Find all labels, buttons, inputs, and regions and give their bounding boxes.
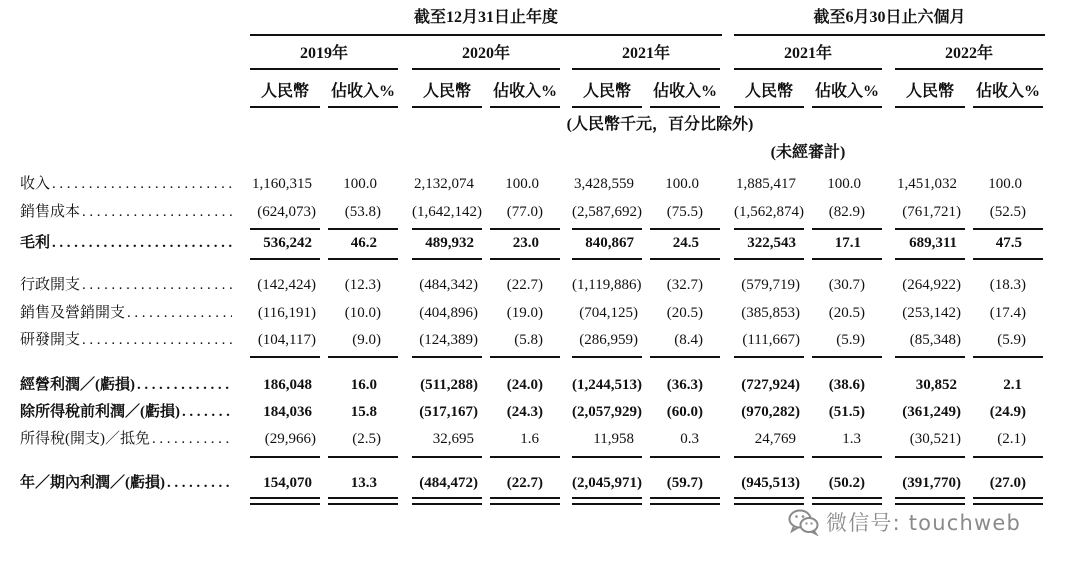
amount-value: (727,924) xyxy=(741,377,800,393)
rule-line xyxy=(812,503,882,505)
percent-value: (51.5) xyxy=(828,404,865,420)
amount-column-header: 人民幣 xyxy=(422,83,471,100)
row-label-wrap xyxy=(20,427,232,451)
table-row xyxy=(0,328,1080,352)
amount-value: (104,117) xyxy=(257,332,316,348)
row-label-wrap xyxy=(20,200,232,224)
percent-value: (17.4) xyxy=(989,305,1026,321)
percent-value: 1.3 xyxy=(842,431,861,447)
dot-leader xyxy=(135,373,232,397)
rule-line xyxy=(973,356,1043,358)
dot-leader xyxy=(50,172,232,196)
row-label: 除所得稅前利潤／(虧損) xyxy=(20,404,180,420)
rule-line xyxy=(328,497,398,499)
rule-line xyxy=(250,503,320,505)
percent-value: (9.0) xyxy=(352,332,381,348)
row-label-wrap xyxy=(20,400,232,424)
amount-value: (142,424) xyxy=(257,277,316,293)
percent-value: (5.9) xyxy=(836,332,865,348)
percent-value: 16.0 xyxy=(350,377,377,393)
percent-value: 1.6 xyxy=(520,431,539,447)
table-row xyxy=(0,400,1080,424)
rule-line xyxy=(490,356,560,358)
rule-line xyxy=(734,68,882,70)
rule-line xyxy=(895,228,965,230)
percent-value: (32.7) xyxy=(666,277,703,293)
percent-value: (5.9) xyxy=(997,332,1026,348)
dot-leader xyxy=(80,328,232,352)
rule-line xyxy=(812,497,882,499)
row-label-wrap xyxy=(20,231,232,255)
rule-line xyxy=(328,258,398,260)
rule-line xyxy=(328,456,398,458)
amount-value: 2,132,074 xyxy=(414,176,474,192)
percent-value: 15.8 xyxy=(350,404,377,420)
percent-value: (24.3) xyxy=(506,404,543,420)
amount-value: 489,932 xyxy=(425,235,474,251)
amount-value: 24,769 xyxy=(754,431,796,447)
amount-value: (1,119,886) xyxy=(572,277,642,293)
rule-line xyxy=(650,228,720,230)
rule-line xyxy=(734,228,804,230)
amount-value: (85,348) xyxy=(909,332,961,348)
amount-value: 322,543 xyxy=(747,235,796,251)
rule-line xyxy=(250,68,398,70)
amount-value: 11,958 xyxy=(593,431,634,447)
amount-value: (361,249) xyxy=(902,404,961,420)
amount-value: (1,244,513) xyxy=(572,377,642,393)
amount-value: 32,695 xyxy=(432,431,474,447)
year-header: 2020年 xyxy=(461,45,510,62)
row-label-wrap xyxy=(20,373,232,397)
table-row xyxy=(0,200,1080,224)
percent-value: (38.6) xyxy=(828,377,865,393)
rule-line xyxy=(250,456,320,458)
amount-value: 1,160,315 xyxy=(252,176,312,192)
rule-line xyxy=(734,34,1045,36)
amount-value: 536,242 xyxy=(263,235,312,251)
percent-value: (60.0) xyxy=(666,404,703,420)
rule-line xyxy=(734,503,804,505)
rule-line xyxy=(973,456,1043,458)
table-row xyxy=(0,471,1080,495)
rule-line xyxy=(895,497,965,499)
percent-value: 100.0 xyxy=(827,176,861,192)
percent-column-header: 佔收入% xyxy=(330,83,395,100)
amount-value: (945,513) xyxy=(741,475,800,491)
percent-column-header: 佔收入% xyxy=(492,83,557,100)
percent-value: (10.0) xyxy=(344,305,381,321)
percent-value: (82.9) xyxy=(828,204,865,220)
table-row xyxy=(0,273,1080,297)
percent-value: 100.0 xyxy=(665,176,699,192)
amount-value: (970,282) xyxy=(741,404,800,420)
period-header-annual: 截至12月31日止年度 xyxy=(413,9,558,26)
percent-value: (30.7) xyxy=(828,277,865,293)
year-header: 2021年 xyxy=(621,45,670,62)
rule-line xyxy=(734,497,804,499)
percent-value: (20.5) xyxy=(666,305,703,321)
percent-value: 100.0 xyxy=(343,176,377,192)
row-label: 銷售成本 xyxy=(20,204,81,220)
rule-line xyxy=(650,456,720,458)
table-row xyxy=(0,373,1080,397)
row-label-wrap xyxy=(20,172,232,196)
watermark-text: 微信号: touchweb xyxy=(826,511,1022,535)
rule-line xyxy=(812,356,882,358)
rule-line xyxy=(812,258,882,260)
percent-value: 46.2 xyxy=(350,235,377,251)
percent-value: 2.1 xyxy=(1003,377,1022,393)
percent-value: (12.3) xyxy=(344,277,381,293)
period-header-interim: 截至6月30日止六個月 xyxy=(813,9,966,26)
row-label: 行政開支 xyxy=(20,277,81,293)
dot-leader xyxy=(125,301,232,325)
watermark xyxy=(788,506,1021,538)
dot-leader xyxy=(80,273,232,297)
amount-value: 3,428,559 xyxy=(574,176,634,192)
amount-value: (30,521) xyxy=(909,431,961,447)
rule-line xyxy=(572,106,642,108)
rule-line xyxy=(572,503,642,505)
amount-value: (124,389) xyxy=(419,332,478,348)
rule-line xyxy=(328,356,398,358)
rule-line xyxy=(412,106,482,108)
percent-value: (19.0) xyxy=(506,305,543,321)
dot-leader xyxy=(80,200,232,224)
amount-value: (286,959) xyxy=(579,332,638,348)
percent-value: 0.3 xyxy=(680,431,699,447)
rule-line xyxy=(895,258,965,260)
rule-line xyxy=(412,228,482,230)
rule-line xyxy=(490,497,560,499)
rule-line xyxy=(490,258,560,260)
rule-line xyxy=(812,228,882,230)
percent-column-header: 佔收入% xyxy=(975,83,1040,100)
row-label: 研發開支 xyxy=(20,332,81,348)
rule-line xyxy=(250,106,320,108)
row-label: 經營利潤／(虧損) xyxy=(20,377,135,393)
amount-value: (391,770) xyxy=(902,475,961,491)
dot-leader xyxy=(150,427,232,451)
rule-line xyxy=(250,228,320,230)
rule-line xyxy=(412,68,560,70)
rule-line xyxy=(250,258,320,260)
rule-line xyxy=(812,456,882,458)
rule-line xyxy=(490,228,560,230)
amount-value: (2,045,971) xyxy=(572,475,642,491)
amount-value: 1,451,032 xyxy=(897,176,957,192)
amount-value: (1,562,874) xyxy=(734,204,804,220)
percent-value: (24.0) xyxy=(506,377,543,393)
percent-value: (24.9) xyxy=(989,404,1026,420)
rule-line xyxy=(328,228,398,230)
amount-column-header: 人民幣 xyxy=(260,83,309,100)
percent-value: (20.5) xyxy=(828,305,865,321)
dot-leader xyxy=(180,400,232,424)
rule-line xyxy=(412,456,482,458)
rule-line xyxy=(572,258,642,260)
rule-line xyxy=(412,258,482,260)
rule-line xyxy=(895,503,965,505)
percent-value: (27.0) xyxy=(989,475,1026,491)
row-label-wrap xyxy=(20,471,232,495)
rule-line xyxy=(650,106,720,108)
rule-line xyxy=(412,497,482,499)
amount-value: (761,721) xyxy=(902,204,961,220)
percent-value: (2.5) xyxy=(352,431,381,447)
rule-line xyxy=(328,503,398,505)
amount-column-header: 人民幣 xyxy=(744,83,793,100)
amount-value: (2,057,929) xyxy=(572,404,642,420)
amount-value: (116,191) xyxy=(257,305,316,321)
rule-line xyxy=(650,497,720,499)
percent-value: 100.0 xyxy=(505,176,539,192)
amount-value: (385,853) xyxy=(741,305,800,321)
row-label-wrap xyxy=(20,273,232,297)
amount-value: 184,036 xyxy=(263,404,312,420)
amount-value: (511,288) xyxy=(420,377,478,393)
percent-value: 23.0 xyxy=(512,235,539,251)
rule-line xyxy=(895,356,965,358)
year-header: 2019年 xyxy=(299,45,348,62)
percent-value: (53.8) xyxy=(344,204,381,220)
amount-column-header: 人民幣 xyxy=(582,83,631,100)
amount-column-header: 人民幣 xyxy=(905,83,954,100)
rule-line xyxy=(250,34,722,36)
unit-note: (人民幣千元，百分比除外) xyxy=(566,116,754,133)
row-label: 收入 xyxy=(20,176,51,192)
rule-line xyxy=(572,228,642,230)
rule-line xyxy=(812,106,882,108)
dot-leader xyxy=(50,231,232,255)
year-header: 2021年 xyxy=(783,45,832,62)
amount-value: 689,311 xyxy=(909,235,957,251)
rule-line xyxy=(734,356,804,358)
row-label: 銷售及營銷開支 xyxy=(20,305,126,321)
amount-value: (1,642,142) xyxy=(412,204,482,220)
percent-value: (36.3) xyxy=(666,377,703,393)
rule-line xyxy=(572,68,720,70)
table-row xyxy=(0,231,1080,255)
percent-value: (2.1) xyxy=(997,431,1026,447)
rule-line xyxy=(250,356,320,358)
rule-line xyxy=(895,106,965,108)
rule-line xyxy=(572,356,642,358)
amount-value: (579,719) xyxy=(741,277,800,293)
percent-column-header: 佔收入% xyxy=(652,83,717,100)
amount-value: (484,342) xyxy=(419,277,478,293)
amount-value: 30,852 xyxy=(915,377,957,393)
amount-value: (253,142) xyxy=(902,305,961,321)
year-header: 2022年 xyxy=(944,45,993,62)
percent-column-header: 佔收入% xyxy=(814,83,879,100)
amount-value: (29,966) xyxy=(264,431,316,447)
percent-value: 100.0 xyxy=(988,176,1022,192)
rule-line xyxy=(973,258,1043,260)
percent-value: (22.7) xyxy=(506,277,543,293)
rule-line xyxy=(734,456,804,458)
unaudited-note: (未經審計) xyxy=(770,144,846,161)
percent-value: (5.8) xyxy=(514,332,543,348)
percent-value: (8.4) xyxy=(674,332,703,348)
amount-value: (704,125) xyxy=(579,305,638,321)
rule-line xyxy=(973,497,1043,499)
amount-value: 1,885,417 xyxy=(736,176,796,192)
rule-line xyxy=(650,503,720,505)
rule-line xyxy=(490,456,560,458)
amount-value: 840,867 xyxy=(585,235,634,251)
rule-line xyxy=(973,228,1043,230)
rule-line xyxy=(490,106,560,108)
table-row xyxy=(0,427,1080,451)
rule-line xyxy=(895,456,965,458)
percent-value: (52.5) xyxy=(989,204,1026,220)
row-label: 毛利 xyxy=(20,235,51,251)
amount-value: (404,896) xyxy=(419,305,478,321)
percent-value: 17.1 xyxy=(834,235,861,251)
dot-leader xyxy=(165,471,232,495)
wechat-icon xyxy=(788,508,820,536)
percent-value: (77.0) xyxy=(506,204,543,220)
amount-value: (111,667) xyxy=(742,332,800,348)
rule-line xyxy=(572,456,642,458)
amount-value: (2,587,692) xyxy=(572,204,642,220)
percent-value: (22.7) xyxy=(506,475,543,491)
percent-value: 13.3 xyxy=(350,475,377,491)
percent-value: 47.5 xyxy=(995,235,1022,251)
percent-value: (50.2) xyxy=(828,475,865,491)
rule-line xyxy=(412,503,482,505)
amount-value: (264,922) xyxy=(902,277,961,293)
amount-value: (517,167) xyxy=(419,404,478,420)
rule-line xyxy=(973,503,1043,505)
amount-value: (624,073) xyxy=(257,204,316,220)
table-row xyxy=(0,172,1080,196)
amount-value: 154,070 xyxy=(263,475,312,491)
row-label-wrap xyxy=(20,301,232,325)
rule-line xyxy=(734,258,804,260)
percent-value: 24.5 xyxy=(672,235,699,251)
row-label-wrap xyxy=(20,328,232,352)
row-label: 所得稅(開支)／抵免 xyxy=(20,431,150,447)
rule-line xyxy=(412,356,482,358)
rule-line xyxy=(734,106,804,108)
rule-line xyxy=(328,106,398,108)
row-label: 年／期內利潤／(虧損) xyxy=(20,475,165,491)
table-row xyxy=(0,301,1080,325)
rule-line xyxy=(895,68,1043,70)
rule-line xyxy=(650,258,720,260)
percent-value: (18.3) xyxy=(989,277,1026,293)
rule-line xyxy=(490,503,560,505)
rule-line xyxy=(250,497,320,499)
percent-value: (59.7) xyxy=(666,475,703,491)
rule-line xyxy=(650,356,720,358)
percent-value: (75.5) xyxy=(666,204,703,220)
rule-line xyxy=(572,497,642,499)
amount-value: (484,472) xyxy=(419,475,478,491)
amount-value: 186,048 xyxy=(263,377,312,393)
rule-line xyxy=(973,106,1043,108)
